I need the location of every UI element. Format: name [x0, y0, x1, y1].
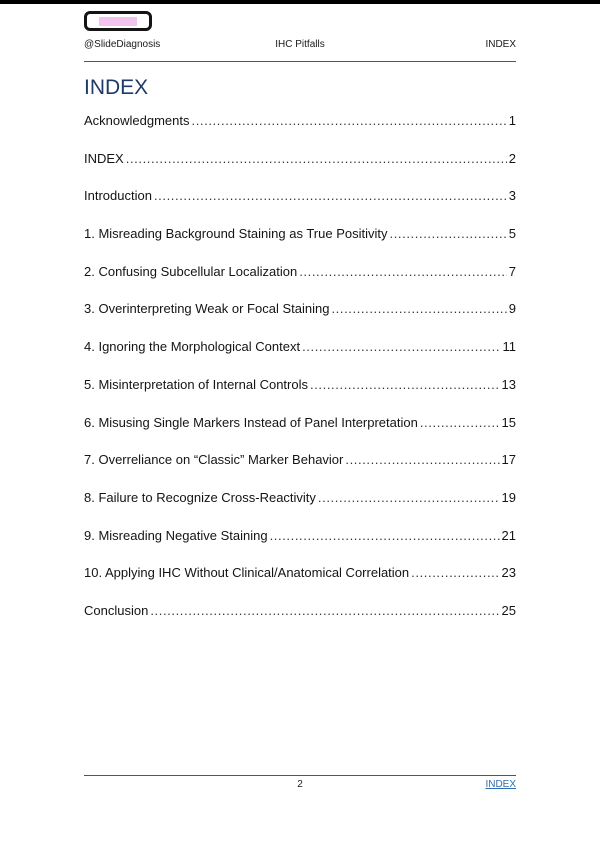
toc-entry-title: 2. Confusing Subcellular Localization: [84, 263, 298, 279]
toc-entry-page: 1: [508, 113, 516, 128]
toc-entry-page: 19: [501, 489, 516, 505]
footer-page-number: 2: [297, 779, 303, 790]
toc-entry-title: 9. Misreading Negative Staining: [84, 527, 268, 543]
dot-leader: [331, 300, 506, 318]
toc-entry[interactable]: [84, 564, 516, 602]
toc-entry-page: 13: [501, 376, 516, 392]
toc-entry-page: 5: [508, 226, 516, 242]
toc-entry[interactable]: [84, 112, 516, 150]
toc-entry-title: 5. Misinterpretation of Internal Controls: [84, 376, 308, 392]
table-of-contents: [84, 112, 516, 640]
toc-entry-page: 3: [508, 188, 516, 204]
toc-entry-page: 7: [508, 263, 516, 279]
toc-entry-title: 7. Overreliance on “Classic” Marker Behavior: [84, 452, 344, 468]
toc-entry-title: INDEX: [84, 150, 124, 166]
toc-entry[interactable]: [84, 451, 516, 489]
dot-leader: [310, 376, 500, 394]
toc-entry-title: Conclusion: [84, 602, 149, 618]
dot-leader: [420, 414, 500, 432]
dot-leader: [192, 112, 507, 130]
dot-leader: [126, 150, 507, 168]
logo-mark: [99, 17, 137, 26]
toc-entry-page: 2: [508, 150, 516, 166]
toc-entry-title: 8. Failure to Recognize Cross-Reactivity: [84, 489, 316, 505]
toc-entry-page: 15: [501, 414, 516, 430]
toc-entry[interactable]: [84, 527, 516, 565]
toc-entry[interactable]: [84, 150, 516, 188]
page-title: INDEX: [84, 76, 149, 99]
toc-entry-page: 11: [502, 339, 516, 355]
toc-entry[interactable]: [84, 263, 516, 301]
toc-entry[interactable]: [84, 187, 516, 225]
toc-entry[interactable]: [84, 225, 516, 263]
dot-leader: [150, 602, 499, 620]
toc-entry[interactable]: [84, 414, 516, 452]
footer-index-link[interactable]: INDEX: [485, 779, 516, 790]
toc-entry[interactable]: [84, 376, 516, 414]
dot-leader: [154, 187, 507, 205]
toc-entry-title: 4. Ignoring the Morphological Context: [84, 339, 301, 355]
dot-leader: [299, 263, 507, 281]
dot-leader: [411, 564, 499, 582]
header-handle: @SlideDiagnosis: [84, 39, 161, 50]
toc-entry-page: 9: [508, 301, 516, 317]
toc-entry-page: 21: [501, 527, 516, 543]
toc-entry[interactable]: [84, 489, 516, 527]
toc-entry-title: 6. Misusing Single Markers Instead of Panel Interpretation: [84, 414, 418, 430]
header-section: INDEX: [485, 39, 516, 50]
dot-leader: [270, 527, 500, 545]
dot-leader: [390, 225, 507, 243]
toc-entry-title: Introduction: [84, 188, 152, 204]
logo: [84, 11, 152, 31]
toc-entry[interactable]: [84, 300, 516, 338]
dot-leader: [318, 489, 500, 507]
toc-entry-page: 25: [501, 602, 516, 618]
toc-entry-page: 23: [501, 565, 516, 581]
header-document-title: IHC Pitfalls: [275, 39, 325, 50]
toc-entry-title: Acknowledgments: [84, 113, 190, 128]
header-divider: [84, 61, 516, 62]
toc-entry-page: 17: [501, 452, 516, 468]
footer-divider: [84, 775, 516, 776]
top-bar: [0, 0, 600, 4]
dot-leader: [345, 451, 499, 469]
page-header: [84, 39, 516, 53]
toc-entry-title: 3. Overinterpreting Weak or Focal Staining: [84, 301, 330, 317]
toc-entry[interactable]: [84, 602, 516, 640]
toc-entry-title: 10. Applying IHC Without Clinical/Anatomical Correlation: [84, 565, 410, 581]
dot-leader: [302, 338, 500, 356]
toc-entry-title: 1. Misreading Background Staining as True Positivity: [84, 226, 388, 242]
toc-entry[interactable]: [84, 338, 516, 376]
